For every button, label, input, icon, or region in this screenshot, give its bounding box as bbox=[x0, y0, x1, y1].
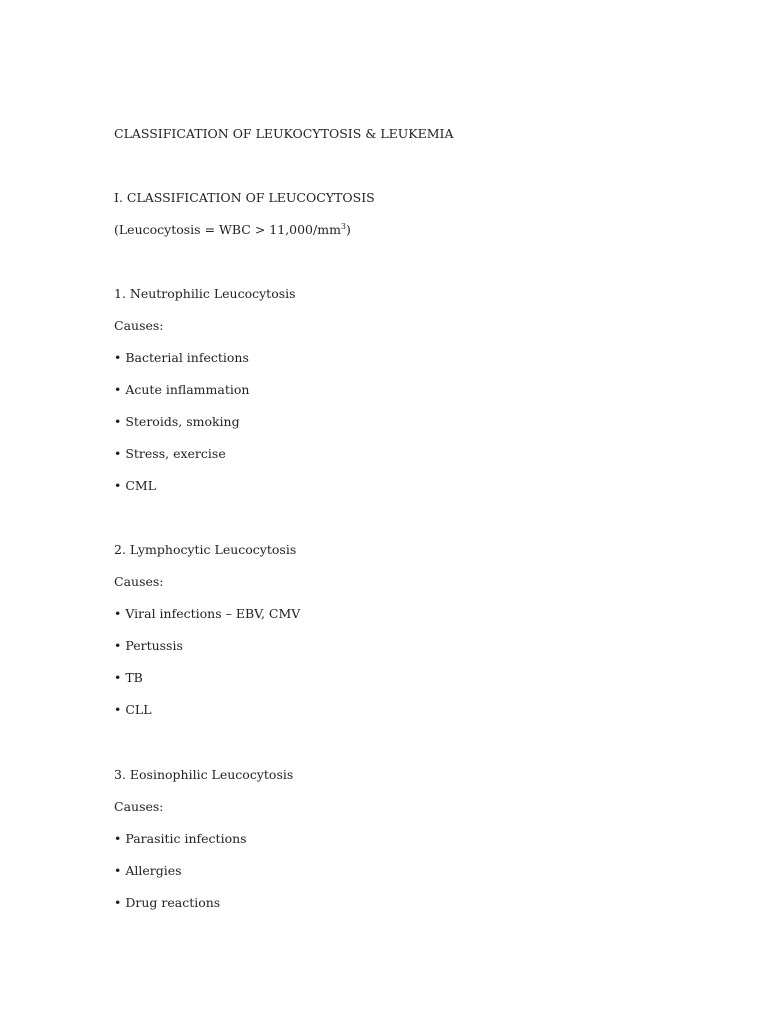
definition-superscript: 3 bbox=[340, 221, 347, 231]
list-item: • Viral infections – EBV, CMV bbox=[114, 606, 301, 621]
causes-label: Causes: bbox=[114, 799, 164, 814]
list-item: • CLL bbox=[114, 702, 152, 717]
list-item: • Parasitic infections bbox=[114, 831, 247, 846]
group-heading: 1. Neutrophilic Leucocytosis bbox=[114, 286, 296, 301]
definition-line bbox=[114, 222, 351, 238]
document-title: CLASSIFICATION OF LEUKOCYTOSIS & LEUKEMIA bbox=[114, 126, 454, 141]
list-item: • Allergies bbox=[114, 863, 182, 878]
causes-label: Causes: bbox=[114, 318, 164, 333]
causes-label: Causes: bbox=[114, 574, 164, 589]
group-heading: 2. Lymphocytic Leucocytosis bbox=[114, 542, 297, 557]
list-item: • Bacterial infections bbox=[114, 350, 249, 365]
definition-suffix: ) bbox=[346, 222, 351, 237]
group-heading: 3. Eosinophilic Leucocytosis bbox=[114, 767, 294, 782]
section-heading: I. CLASSIFICATION OF LEUCOCYTOSIS bbox=[114, 190, 375, 205]
list-item: • Steroids, smoking bbox=[114, 414, 240, 429]
list-item: • Acute inflammation bbox=[114, 382, 250, 397]
list-item: • TB bbox=[114, 670, 143, 685]
list-item: • Pertussis bbox=[114, 638, 183, 653]
list-item: • Drug reactions bbox=[114, 895, 221, 910]
list-item: • Stress, exercise bbox=[114, 446, 226, 461]
definition-prefix: (Leucocytosis = WBC > 11,000/mm bbox=[114, 222, 341, 237]
list-item: • CML bbox=[114, 478, 157, 493]
